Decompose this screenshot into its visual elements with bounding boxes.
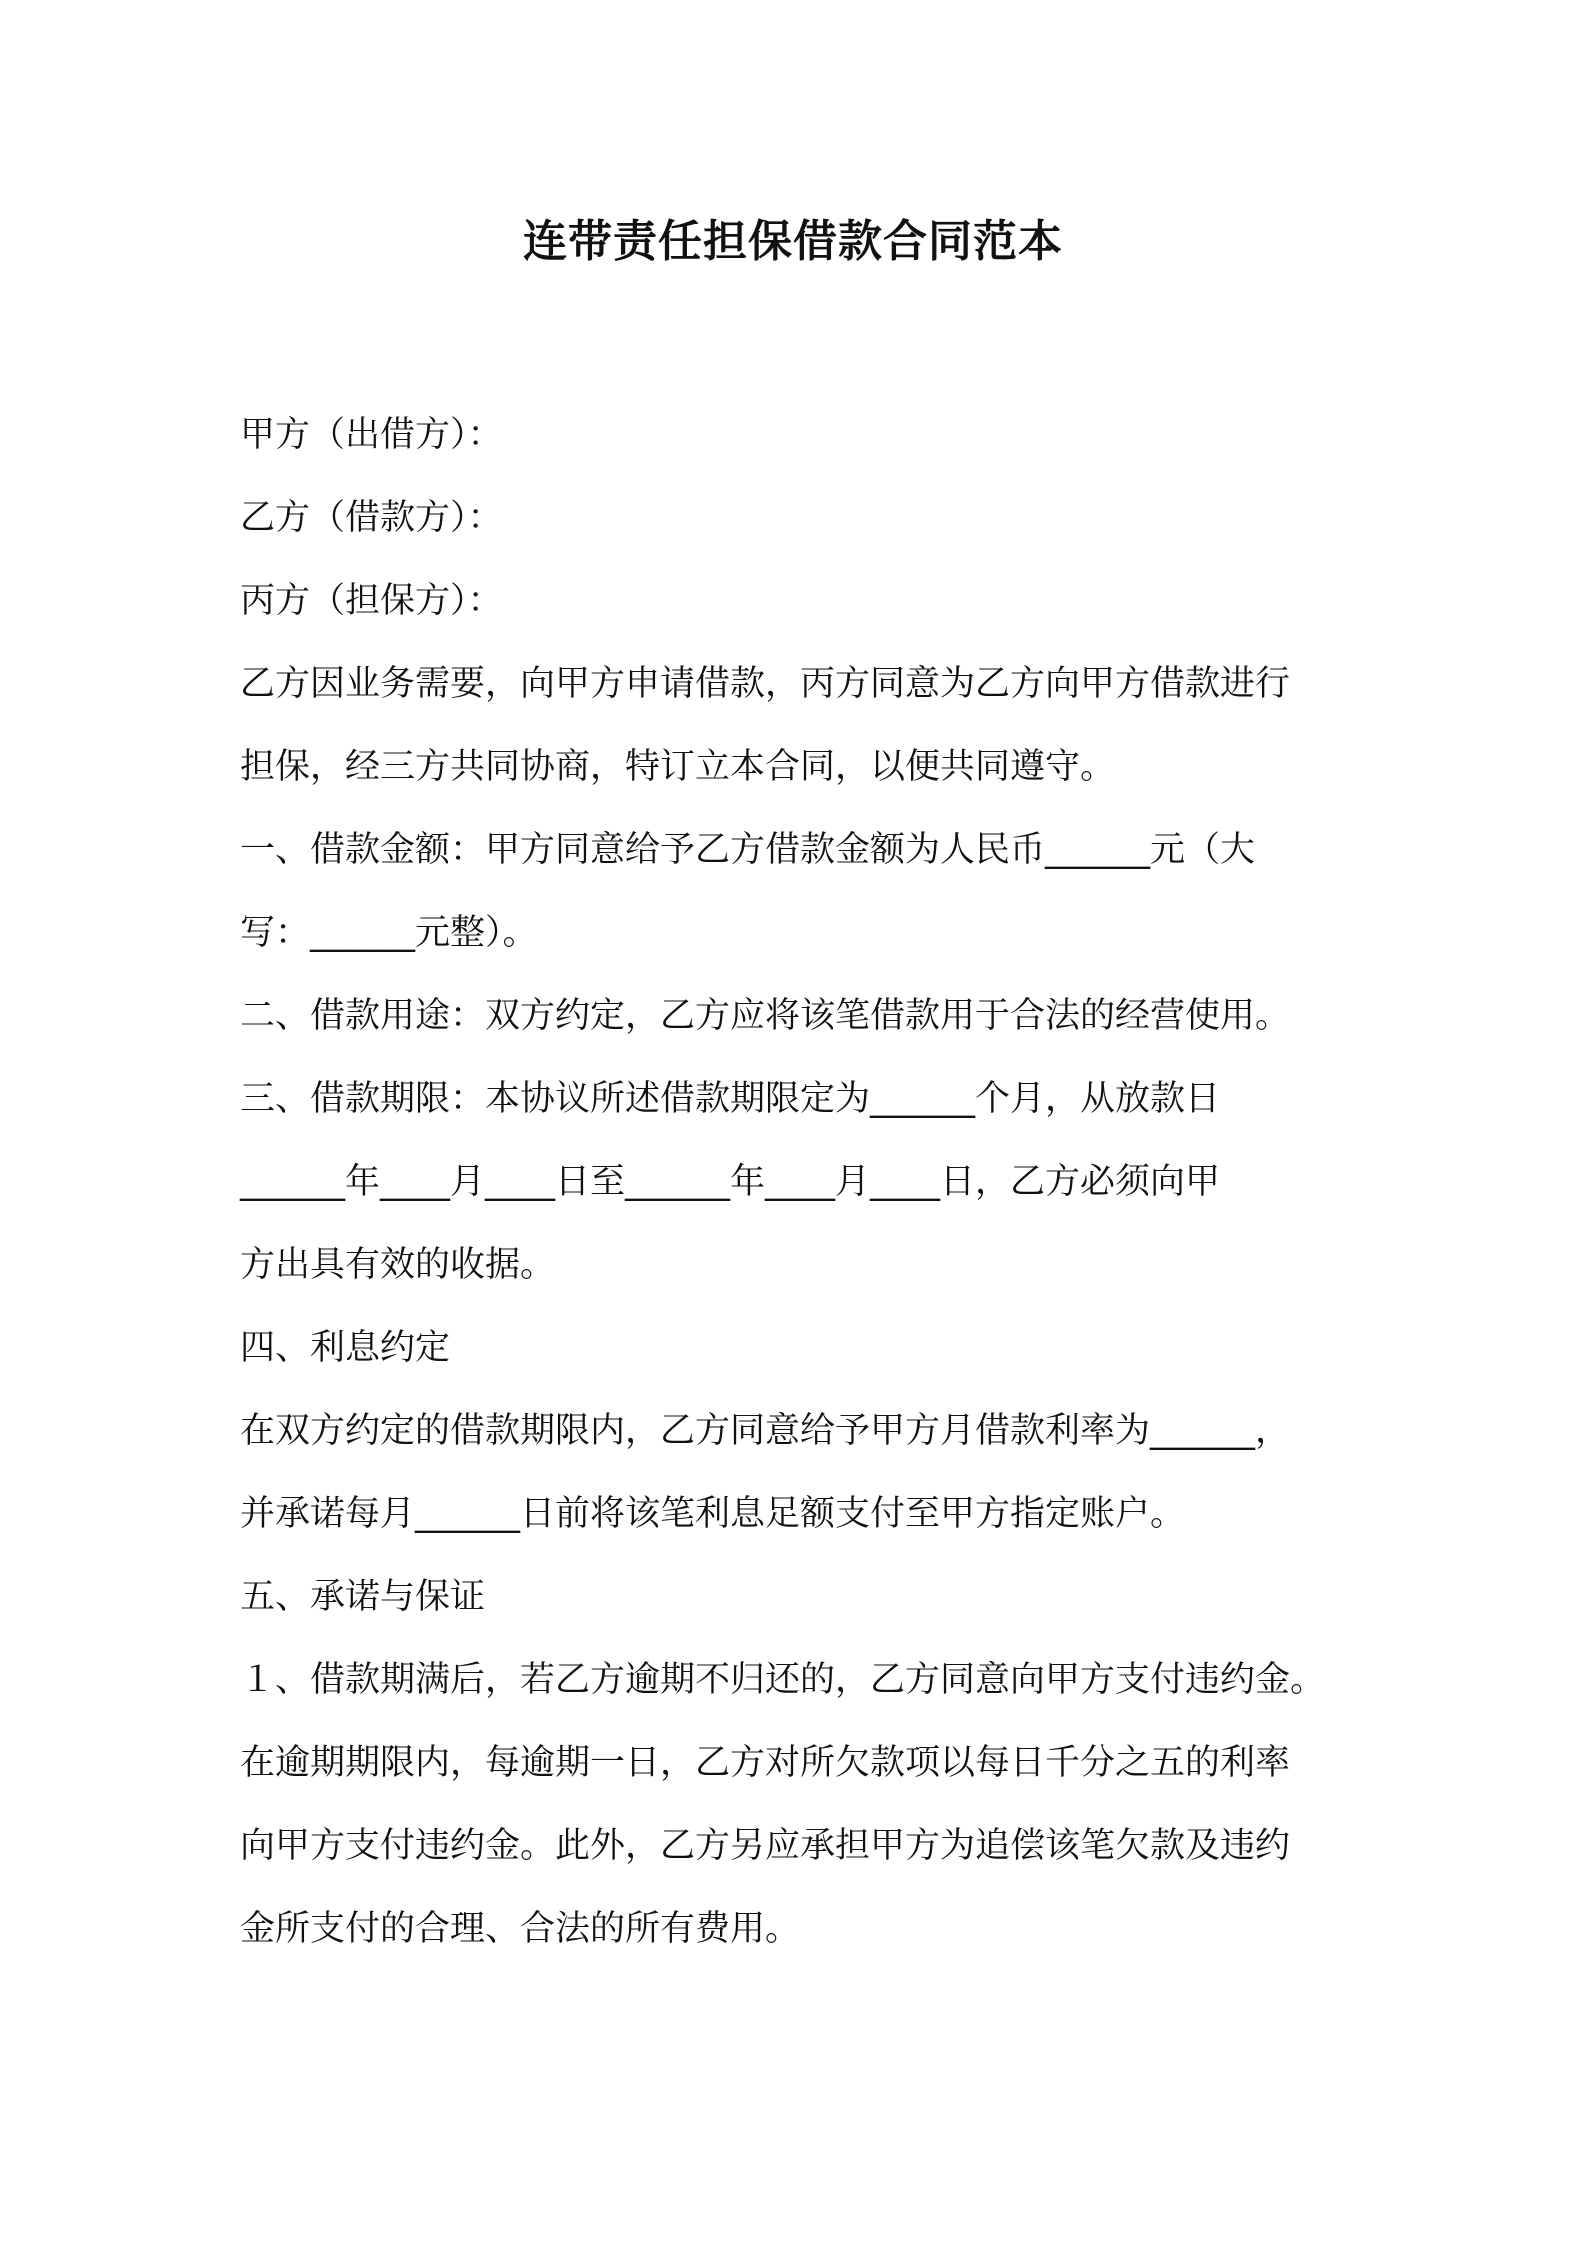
document-title: 连带责任担保借款合同范本 [523,216,1063,267]
clause-interest-heading: 四、利息约定 [240,1328,451,1368]
clause-interest-line: 在双方约定的借款期限内，乙方同意给予甲方月借款利率为______， [240,1411,1291,1451]
clause-commitment-line: 金所支付的合理、合法的所有费用。 [240,1909,801,1949]
clause-loan-purpose-line: 二、借款用途：双方约定，乙方应将该笔借款用于合法的经营使用。 [240,996,1291,1036]
document-body [240,403,1360,1980]
preamble-line: 担保，经三方共同协商，特订立本合同，以便共同遵守。 [240,747,1116,787]
clause-commitment-line: 向甲方支付违约金。此外，乙方另应承担甲方为追偿该笔欠款及违约 [240,1826,1291,1866]
party-c-line: 丙方（担保方）： [240,581,503,621]
clause-loan-term-line: 三、借款期限：本协议所述借款期限定为______个月，从放款日 [240,1079,1221,1119]
preamble-line: 乙方因业务需要，向甲方申请借款，丙方同意为乙方向甲方借款进行 [240,664,1291,704]
party-a-line: 甲方（出借方）： [240,415,503,455]
clause-loan-term-line: ______年____月____日至______年____月____日，乙方必须向甲 [240,1162,1221,1202]
party-b-line: 乙方（借款方）： [240,498,503,538]
clause-interest-line: 并承诺每月______日前将该笔利息足额支付至甲方指定账户。 [240,1494,1186,1534]
clause-loan-amount-line: 写：______元整）。 [240,913,538,953]
clause-commitment-heading: 五、承诺与保证 [240,1577,486,1617]
clause-commitment-line: 在逾期期限内，每逾期一日，乙方对所欠款项以每日千分之五的利率 [240,1743,1291,1783]
clause-loan-amount-line: 一、借款金额：甲方同意给予乙方借款金额为人民币______元（大 [240,830,1256,870]
clause-commitment-line: １、借款期满后，若乙方逾期不归还的，乙方同意向甲方支付违约金。 [240,1660,1326,1700]
clause-loan-term-line: 方出具有效的收据。 [240,1245,556,1285]
